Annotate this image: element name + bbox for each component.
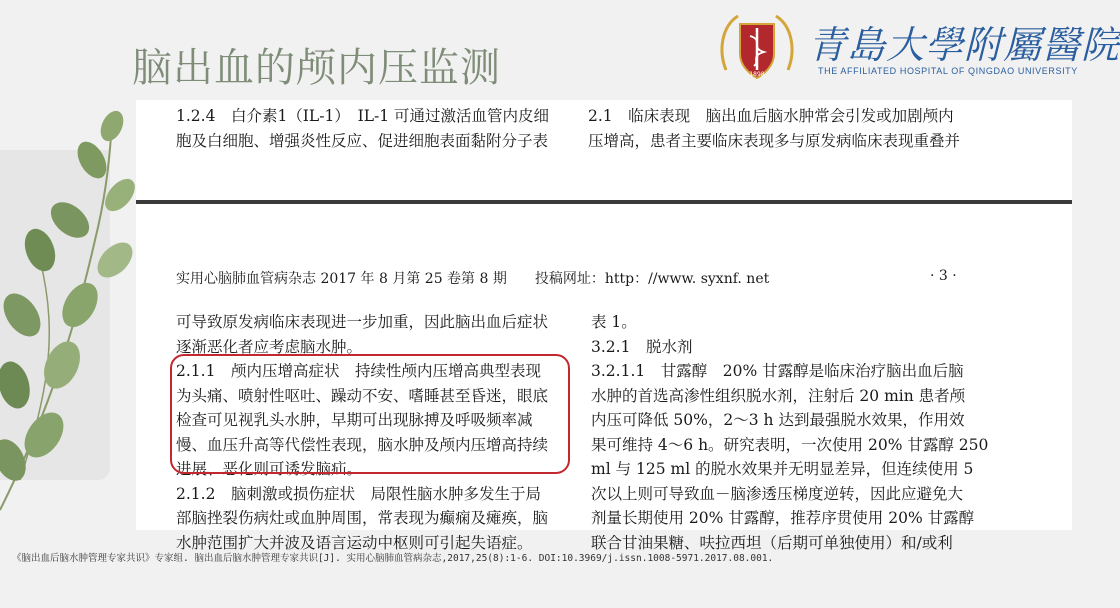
text-line: 次以上则可导致血－脑渗透压梯度逆转，因此应避免大 — [591, 484, 964, 503]
hospital-name-en: THE AFFILIATED HOSPITAL OF QINGDAO UNIVERSITY — [818, 66, 1078, 76]
text-line: 检查可见视乳头水肿，早期可出现脉搏及呼吸频率减 — [176, 411, 533, 429]
excerpt-main-right-column — [591, 310, 989, 555]
text-line: 表 1。 — [591, 313, 637, 331]
text-line: 2.1.2 脑刺激或损伤症状 局限性脑水肿多发生于局 — [176, 484, 541, 503]
text-line: 2.1.1 颅内压增高症状 持续性颅内压增高典型表现 — [176, 362, 541, 380]
hospital-emblem-icon — [716, 10, 798, 82]
text-line: 慢、血压升高等代偿性表现，脑水肿及颅内压增高持续 — [176, 435, 549, 454]
journal-header: 实用心脑肺血管病杂志 2017 年 8 月第 25 卷第 8 期 投稿网址：http：//www. syxnf. net — [176, 271, 770, 287]
text-line: 胞及白细胞、增强炎性反应、促进细胞表面黏附分子表 — [176, 131, 549, 150]
text-line: ml 与 125 ml 的脱水效果并无明显差异，但连续使用 5 — [591, 460, 974, 478]
text-line: 内压可降低 50%，2～3 h 达到最强脱水效果，作用效 — [591, 411, 965, 429]
highlight-box — [170, 354, 570, 474]
text-line: 3.2.1 脱水剂 — [591, 337, 693, 356]
text-line: 1.2.4 白介素1（IL-1） IL-1 可通过激活血管内皮细 — [176, 107, 550, 125]
text-line: 水肿的首选高渗性组织脱水剂，注射后 20 min 患者颅 — [591, 386, 966, 405]
text-line: 果可维持 4～6 h。研究表明，一次使用 20% 甘露醇 250 — [591, 435, 989, 454]
text-line: 可导致原发病临床表现进一步加重，因此脑出血后症状 — [176, 313, 549, 331]
plant-decoration-icon — [0, 100, 150, 520]
excerpt-main — [136, 204, 1072, 552]
excerpt-top — [136, 100, 1072, 200]
page-number: · 3 · — [930, 268, 957, 284]
text-line: 逐渐恶化者应考虑脑水肿。 — [176, 337, 363, 356]
excerpt-top-left-column — [176, 104, 561, 153]
text-line: 3.2.1.1 甘露醇 20% 甘露醇是临床治疗脑出血后脑 — [591, 362, 964, 380]
text-line: 部脑挫裂伤病灶或血肿周围，常表现为癫痫及瘫痪，脑 — [176, 509, 549, 527]
text-line: 进展、恶化则可诱发脑疝。 — [176, 460, 363, 478]
text-line: 2.1 临床表现 脑出血后脑水肿常会引发或加剧颅内 — [588, 107, 954, 125]
text-line: 联合甘油果糖、呋拉西坦（后期可单独使用）和/或利 — [591, 533, 953, 552]
emblem-year: 1898 — [749, 71, 765, 78]
hospital-name-cn: 青島大學附屬醫院 — [808, 23, 1120, 67]
slide-title: 脑出血的颅内压监测 — [132, 45, 501, 91]
citation-footnote: 《脑出血后脑水肿管理专家共识》专家组. 脑出血后脑水肿管理专家共识[J]. 实用心脑肺血管病杂志,2017,25(8):1-6. DOI:10.3969/j.issn.1008-5971.2017.08.001. — [12, 553, 774, 564]
text-line: 剂量长期使用 20% 甘露醇，推荐序贯使用 20% 甘露醇 — [591, 509, 975, 527]
text-line: 压增高，患者主要临床表现多与原发病临床表现重叠并 — [588, 131, 961, 150]
text-line: 水肿范围扩大并波及语言运动中枢则可引起失语症。 — [176, 533, 533, 552]
text-line: 为头痛、喷射性呕吐、躁动不安、嗜睡甚至昏迷，眼底 — [176, 386, 549, 405]
excerpt-top-right-column — [588, 104, 988, 153]
